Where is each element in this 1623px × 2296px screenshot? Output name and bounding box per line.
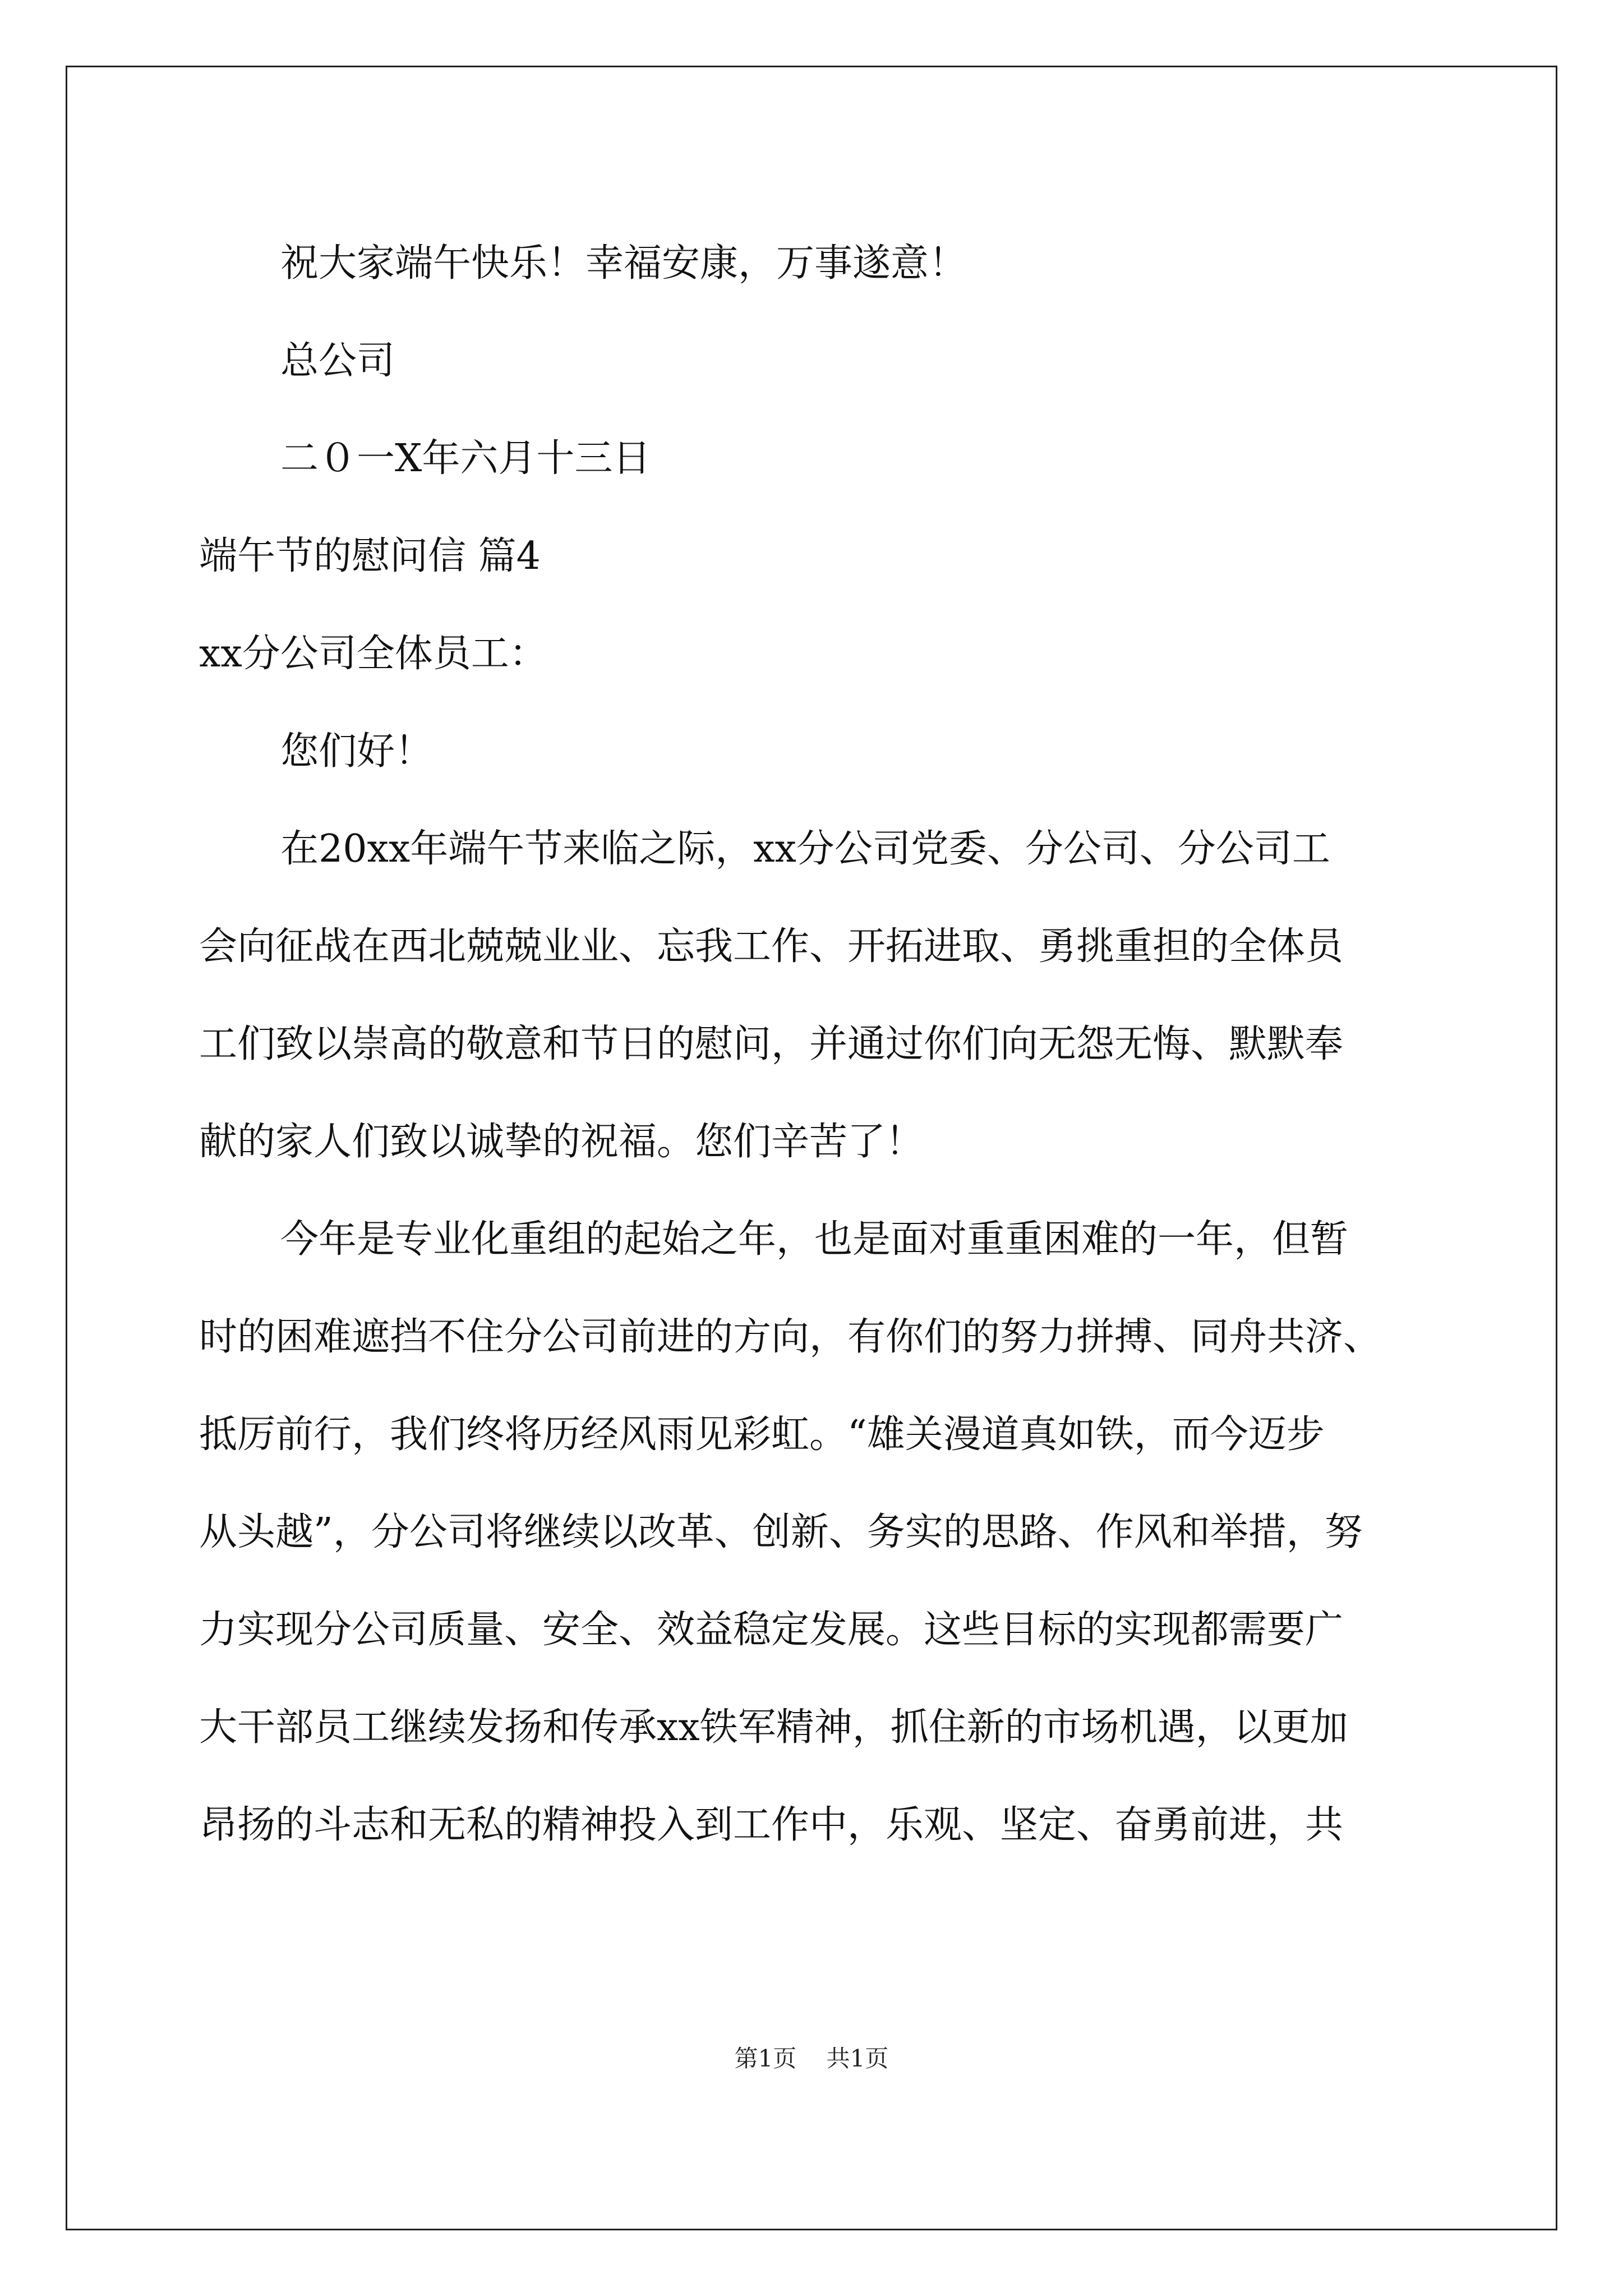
paragraph-line: 昂扬的斗志和无私的精神投入到工作中，乐观、坚定、奋勇前进，共 xyxy=(199,1803,1344,1847)
paragraph-line: 会向征战在西北兢兢业业、忘我工作、开拓进取、勇挑重担的全体员 xyxy=(199,924,1344,969)
paragraph-line: 抵厉前行，我们终将历经风雨见彩虹。“雄关漫道真如铁，而今迈步 xyxy=(199,1412,1325,1457)
salutation: xx分公司全体员工： xyxy=(199,632,547,676)
document-body xyxy=(199,215,1427,1874)
page-footer xyxy=(0,2042,1623,2076)
page-number: 第1页 xyxy=(734,2045,797,2072)
paragraph-line: 大干部员工继续发扬和传承xx铁军精神，抓住新的市场机遇，以更加 xyxy=(199,1705,1348,1750)
section-heading: 端午节的慰问信 篇4 xyxy=(199,534,541,578)
greeting-closing: 祝大家端午快乐！幸福安康，万事遂意！ xyxy=(280,241,967,286)
paragraph-line: 力实现分公司质量、安全、效益稳定发展。这些目标的实现都需要广 xyxy=(199,1608,1344,1652)
paragraph-line: 从头越”，分公司将继续以改革、创新、务实的思路、作风和举措，努 xyxy=(199,1510,1363,1554)
paragraph-line: 献的家人们致以诚挚的祝福。您们辛苦了！ xyxy=(199,1120,924,1164)
paragraph-line: 在20xx年端午节来临之际，xx分公司党委、分公司、分公司工 xyxy=(280,827,1330,871)
paragraph-line: 今年是专业化重组的起始之年，也是面对重重困难的一年，但暂 xyxy=(280,1217,1349,1262)
signature-org: 总公司 xyxy=(280,339,395,383)
paragraph-line: 工们致以崇高的敬意和节日的慰问，并通过你们向无怨无悔、默默奉 xyxy=(199,1022,1344,1066)
greeting: 您们好！ xyxy=(280,729,434,774)
paragraph-line: 时的困难遮挡不住分公司前进的方向，有你们的努力拼搏、同舟共济、 xyxy=(199,1315,1382,1359)
page-total: 共1页 xyxy=(826,2045,889,2072)
signature-date: 二０一X年六月十三日 xyxy=(280,436,651,481)
